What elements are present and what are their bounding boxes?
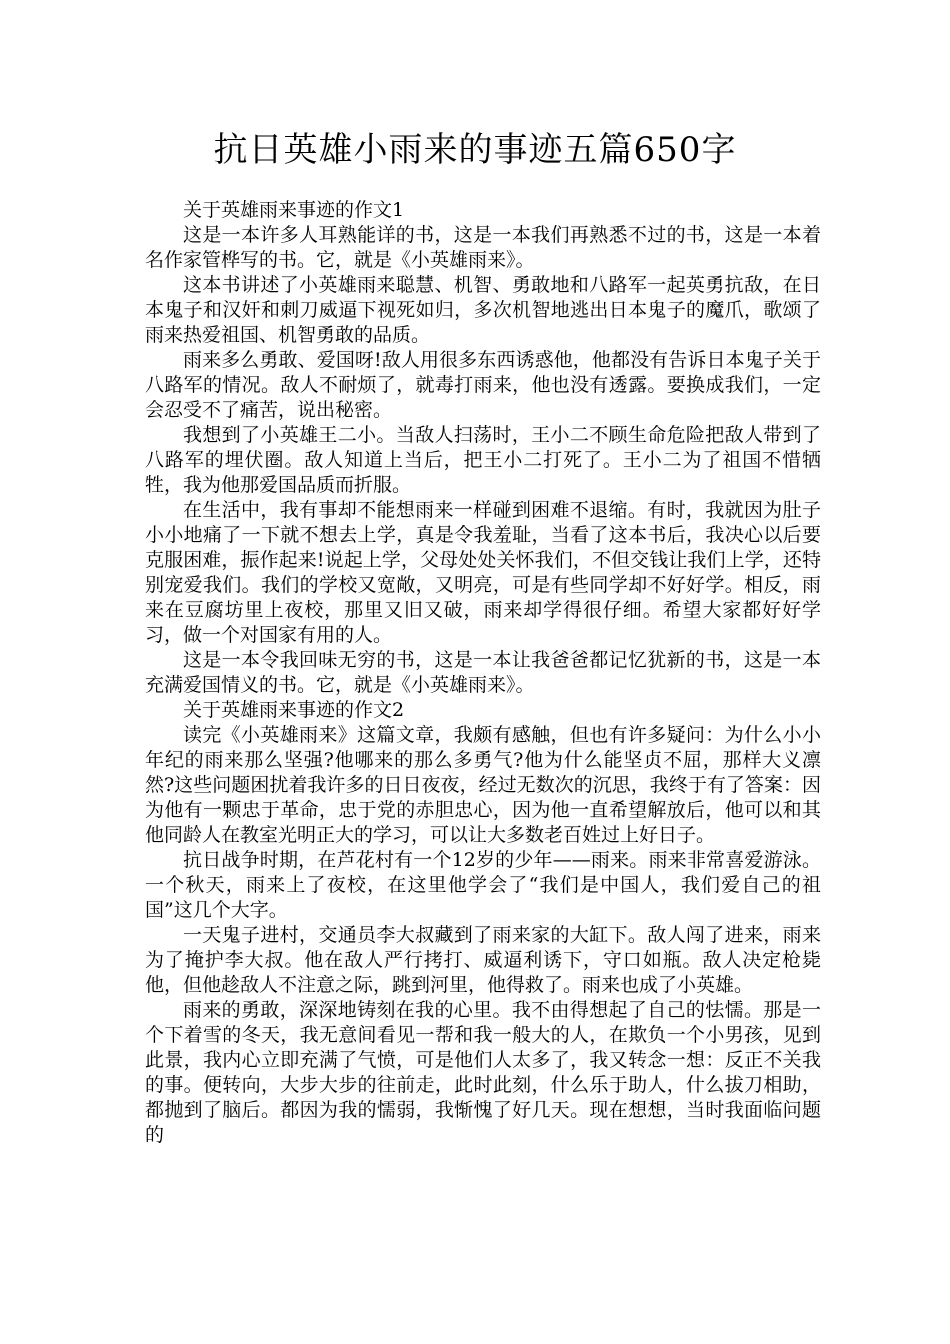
paragraph: 雨来的勇敢，深深地铸刻在我的心里。我不由得想起了自己的怯懦。那是一个下着雪的冬天，我无意间看见一帮和我一般大的人，在欺负一个小男孩，见到此景，我内心立即充满了气愤，可是他们人太多了，我又转念一想：反正不关我的事。便转向，大步大步的往前走，此时此刻，什么乐于助人，什么拔刀相助，都抛到了脑后。都因为我的懦弱，我惭愧了好几天。现在想想，当时我面临问题的: [145, 999, 821, 1146]
paragraph: 这本书讲述了小英雄雨来聪慧、机智、勇敢地和八路军一起英勇抗敌，在日本鬼子和汉奸和刺刀威逼下视死如归，多次机智地逃出日本鬼子的魔爪，歌颂了雨来热爱祖国、机智勇敢的品质。: [145, 274, 821, 346]
paragraph: 这是一本令我回味无穷的书，这是一本让我爸爸都记忆犹新的书，这是一本充满爱国情义的书。它，就是《小英雄雨来》。: [145, 649, 821, 696]
paragraph: 雨来多么勇敢、爱国呀!敌人用很多东西诱惑他，他都没有告诉日本鬼子关于八路军的情况。敌人不耐烦了，就毒打雨来，他也没有透露。要换成我们，一定会忍受不了痛苦，说出秘密。: [145, 349, 821, 421]
paragraph: 在生活中，我有事却不能想雨来一样碰到困难不退缩。有时，我就因为肚子小小地痛了一下就不想去上学，真是令我羞耻，当看了这本书后，我决心以后要克服困难，振作起来!说起上学，父母处处关怀我们，不但交钱让我们上学，还特别宠爱我们。我们的学校又宽敞，又明亮，可是有些同学却不好好学。相反，雨来在豆腐坊里上夜校，那里又旧又破，雨来却学得很仔细。希望大家都好好学习，做一个对国家有用的人。: [145, 499, 821, 646]
section-heading: 关于英雄雨来事迹的作文1: [183, 199, 405, 221]
paragraph: 抗日战争时期，在芦花村有一个12岁的少年——雨来。雨来非常喜爱游泳。一个秋天，雨来上了夜校，在这里他学会了“我们是中国人，我们爱自己的祖国”这几个大字。: [145, 849, 821, 921]
section-heading: 关于英雄雨来事迹的作文2: [183, 699, 405, 721]
paragraph: 一天鬼子进村，交通员李大叔藏到了雨来家的大缸下。敌人闯了进来，雨来为了掩护李大叔。他在敌人严行拷打、威逼利诱下，守口如瓶。敌人决定枪毙他，但他趁敌人不注意之际，跳到河里，他得救了。雨来也成了小英雄。: [145, 924, 821, 996]
paragraph: 这是一本许多人耳熟能详的书，这是一本我们再熟悉不过的书，这是一本着名作家管桦写的书。它，就是《小英雄雨来》。: [145, 224, 821, 271]
document-title: 抗日英雄小雨来的事迹五篇650字: [213, 130, 737, 170]
paragraph: 我想到了小英雄王二小。当敌人扫荡时，王小二不顾生命危险把敌人带到了八路军的埋伏圈。敌人知道上当后，把王小二打死了。王小二为了祖国不惜牺牲，我为他那爱国品质而折服。: [145, 424, 821, 496]
document-body: [145, 198, 821, 1148]
paragraph: 读完《小英雄雨来》这篇文章，我颇有感触，但也有许多疑问：为什么小小年纪的雨来那么坚强?他哪来的那么多勇气?他为什么能坚贞不屈，那样大义凛然?这些问题困扰着我许多的日日夜夜，经过无数次的沉思，我终于有了答案：因为他有一颗忠于革命，忠于党的赤胆忠心，因为他一直希望解放后，他可以和其他同龄人在教室光明正大的学习，可以让大多数老百姓过上好日子。: [145, 724, 821, 846]
